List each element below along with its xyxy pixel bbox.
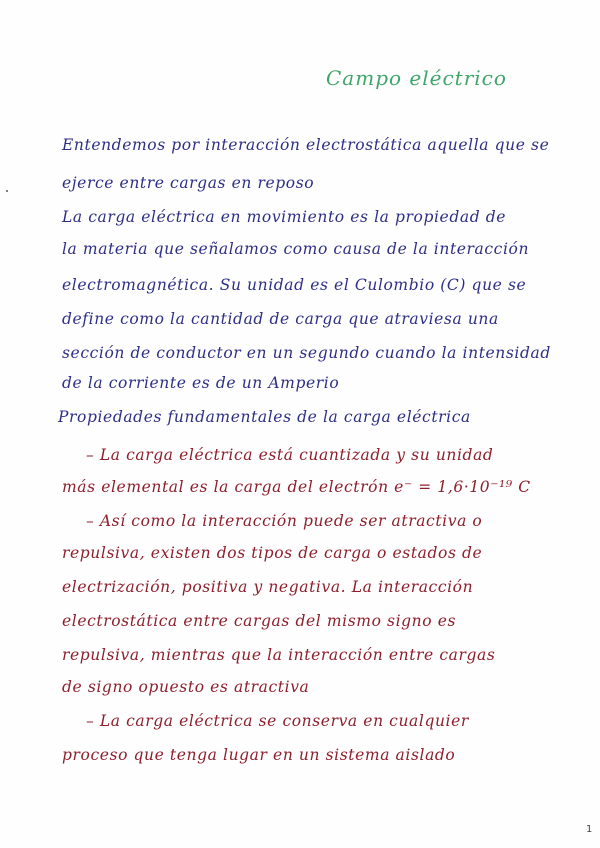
- text-line: sección de conductor en un segundo cuando la intensidad: [62, 344, 551, 362]
- text-line: – La carga eléctrica se conserva en cualquier: [86, 712, 469, 730]
- page-number: 1: [586, 824, 593, 835]
- text-line: Entendemos por interacción electrostática aquella que se: [62, 136, 550, 154]
- text-line: repulsiva, existen dos tipos de carga o estados de: [62, 544, 483, 562]
- text-line: La carga eléctrica en movimiento es la propiedad de: [62, 208, 507, 226]
- text-line: proceso que tenga lugar en un sistema aislado: [62, 746, 456, 764]
- text-line: la materia que señalamos como causa de la interacción: [62, 240, 530, 258]
- page-title: Campo eléctrico: [326, 66, 507, 90]
- text-line: más elemental es la carga del electrón e⁻ = 1,6·10⁻¹⁹ C: [62, 478, 531, 496]
- text-line: – La carga eléctrica está cuantizada y su unidad: [86, 446, 494, 464]
- text-line: de signo opuesto es atractiva: [62, 678, 310, 696]
- text-line: define como la cantidad de carga que atraviesa una: [62, 310, 499, 328]
- section-heading: Propiedades fundamentales de la carga eléctrica: [58, 408, 471, 426]
- text-line: electrostática entre cargas del mismo signo es: [62, 612, 457, 630]
- text-line: ejerce entre cargas en reposo: [62, 174, 315, 192]
- ink-dot: [6, 190, 8, 192]
- text-line: electromagnética. Su unidad es el Culombio (C) que se: [62, 276, 527, 294]
- text-line: electrización, positiva y negativa. La interacción: [62, 578, 474, 596]
- text-line: repulsiva, mientras que la interacción entre cargas: [62, 646, 496, 664]
- text-line: de la corriente es de un Amperio: [62, 374, 340, 392]
- text-line: – Así como la interacción puede ser atractiva o: [86, 512, 483, 530]
